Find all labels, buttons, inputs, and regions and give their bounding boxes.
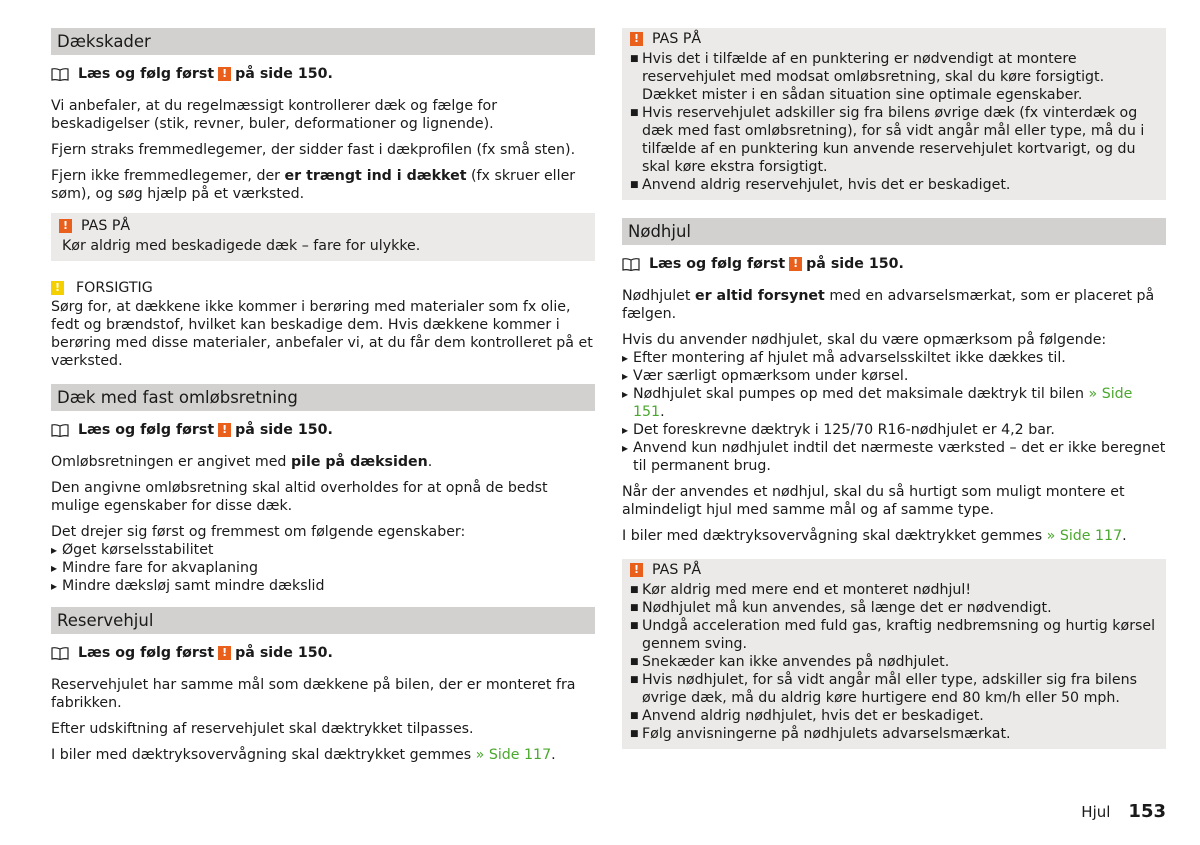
emergency-list <box>622 349 1166 475</box>
read-first-note <box>622 255 1166 273</box>
list-item: ■ Hvis det i tilfælde af en punktering er nødvendigt at montere reservehjulet med modsat omløbsretning, skal du køre forsigtigt. Dækket mister i en sådan situation sine optimale egenskaber. <box>630 50 1158 104</box>
warning-text: Kør aldrig med beskadigede dæk – fare for ulykke. <box>62 238 421 254</box>
paragraph: I biler med dæktryksovervågning skal dæktrykket gemmes » Side 117. <box>622 528 1127 544</box>
warning-box <box>622 28 1166 200</box>
list-item: ▸ Nødhjulet skal pumpes op med det maksimale dæktryk til bilen » Side 151. <box>622 385 1166 421</box>
read-first-page: på side 150. <box>235 66 333 82</box>
paragraph: Det drejer sig først og fremmest om følgende egenskaber: <box>51 524 466 540</box>
page-footer <box>1081 803 1166 821</box>
read-first-note <box>51 421 595 439</box>
section-title-emergency: Nødhjul <box>622 218 1166 245</box>
list-item: ▸ Anvend kun nødhjulet indtil det nærmeste værksted – det er ikke beregnet til permanent brug. <box>622 439 1166 475</box>
read-first-text: Læs og følg først <box>649 256 786 272</box>
caution-box <box>51 279 595 370</box>
warning-icon: ! <box>59 219 72 233</box>
paragraph: Omløbsretningen er angivet med pile på dæksiden. <box>51 454 433 470</box>
book-icon <box>622 258 640 271</box>
list-item: ■ Snekæder kan ikke anvendes på nødhjulet. <box>630 653 1158 671</box>
section-name: Hjul <box>1081 803 1111 821</box>
paragraph: Fjern ikke fremmedlegemer, der er trængt ind i dækket (fx skruer eller søm), og søg hjælp på et værksted. <box>51 168 576 202</box>
section-title-spare: Reservehjul <box>51 607 595 634</box>
list-item: ■ Følg anvisningerne på nødhjulets advarselsmærkat. <box>630 725 1158 743</box>
warning-icon: ! <box>630 563 643 577</box>
list-item: ▸ Øget kørselsstabilitet <box>51 541 595 559</box>
warning-icon: ! <box>630 32 643 46</box>
list-item: ■ Undgå acceleration med fuld gas, kraftig nedbremsning og hurtig kørsel gennem sving. <box>630 617 1158 653</box>
read-first-text: Læs og følg først <box>78 645 215 661</box>
list-item: ■ Hvis nødhjulet, for så vidt angår mål eller type, adskiller sig fra bilens øvrige dæk, må du aldrig køre hurtigere end 80 km/h eller 50 mph. <box>630 671 1158 707</box>
book-icon <box>51 424 69 437</box>
properties-list <box>51 541 595 595</box>
list-item: ▸ Mindre fare for akvaplaning <box>51 559 595 577</box>
paragraph: Vi anbefaler, at du regelmæssigt kontrollerer dæk og fælge for beskadigelser (stik, revner, buler, deformationer og lignende). <box>51 98 498 132</box>
book-icon <box>51 68 69 81</box>
page-number: 153 <box>1128 801 1166 822</box>
paragraph: Når der anvendes et nødhjul, skal du så hurtigt som muligt montere et almindeligt hjul med samme mål og af samme type. <box>622 484 1125 518</box>
warning-title: PAS PÅ <box>652 562 702 578</box>
read-first-note <box>51 644 595 662</box>
section-title-directional: Dæk med fast omløbsretning <box>51 384 595 411</box>
section-title-tyre-damage: Dækskader <box>51 28 595 55</box>
warning-icon: ! <box>218 67 231 81</box>
warning-title: PAS PÅ <box>81 218 131 234</box>
warning-box <box>51 213 595 261</box>
read-first-page: på side 150. <box>235 422 333 438</box>
page-link[interactable]: » Side 117 <box>1046 528 1123 544</box>
warning-icon: ! <box>218 423 231 437</box>
warning-list <box>630 50 1158 194</box>
book-icon <box>51 647 69 660</box>
page-link[interactable]: » Side 151 <box>633 386 1133 420</box>
warning-box <box>622 559 1166 749</box>
list-item: ■ Kør aldrig med mere end et monteret nødhjul! <box>630 581 1158 599</box>
list-item: ■ Nødhjulet må kun anvendes, så længe det er nødvendigt. <box>630 599 1158 617</box>
read-first-page: på side 150. <box>806 256 904 272</box>
list-item: ■ Anvend aldrig nødhjulet, hvis det er beskadiget. <box>630 707 1158 725</box>
caution-title: FORSIGTIG <box>76 280 153 296</box>
paragraph: Reservehjulet har samme mål som dækkene på bilen, der er monteret fra fabrikken. <box>51 677 576 711</box>
list-item: ▸ Efter montering af hjulet må advarselsskiltet ikke dækkes til. <box>622 349 1166 367</box>
caution-icon: ! <box>51 281 64 295</box>
paragraph: Efter udskiftning af reservehjulet skal dæktrykket tilpasses. <box>51 721 474 737</box>
paragraph: Hvis du anvender nødhjulet, skal du være opmærksom på følgende: <box>622 332 1107 348</box>
list-item: ■ Hvis reservehjulet adskiller sig fra bilens øvrige dæk (fx vinterdæk og dæk med fast omløbsretning), for så vidt angår mål eller type, må du i tilfælde af en punktering kun anvende reservehjulet kortvarigt, og du skal køre ekstra forsigtigt. <box>630 104 1158 176</box>
read-first-text: Læs og følg først <box>78 422 215 438</box>
paragraph: I biler med dæktryksovervågning skal dæktrykket gemmes » Side 117. <box>51 747 556 763</box>
warning-list <box>630 581 1158 743</box>
caution-text: Sørg for, at dækkene ikke kommer i berøring med materialer som fx olie, fedt og brændstof, hvilket kan beskadige dem. Hvis dækkene kommer i berøring med disse materialer, anbefaler vi, at du får dem kontrolleret på et værksted. <box>51 299 593 369</box>
read-first-page: på side 150. <box>235 645 333 661</box>
right-column <box>622 28 1166 763</box>
paragraph: Den angivne omløbsretning skal altid overholdes for at opnå de bedst mulige egenskaber for disse dæk. <box>51 480 548 514</box>
read-first-text: Læs og følg først <box>78 66 215 82</box>
page-link[interactable]: » Side 117 <box>475 747 552 763</box>
list-item: ▸ Det foreskrevne dæktryk i 125/70 R16-nødhjulet er 4,2 bar. <box>622 421 1166 439</box>
list-item: ■ Anvend aldrig reservehjulet, hvis det er beskadiget. <box>630 176 1158 194</box>
warning-title: PAS PÅ <box>652 31 702 47</box>
read-first-note <box>51 65 595 83</box>
warning-icon: ! <box>789 257 802 271</box>
left-column <box>51 28 595 772</box>
list-item: ▸ Mindre dæksløj samt mindre dækslid <box>51 577 595 595</box>
list-item: ▸ Vær særligt opmærksom under kørsel. <box>622 367 1166 385</box>
paragraph: Nødhjulet er altid forsynet med en advarselsmærkat, som er placeret på fælgen. <box>622 288 1155 322</box>
warning-icon: ! <box>218 646 231 660</box>
paragraph: Fjern straks fremmedlegemer, der sidder fast i dækprofilen (fx små sten). <box>51 142 576 158</box>
